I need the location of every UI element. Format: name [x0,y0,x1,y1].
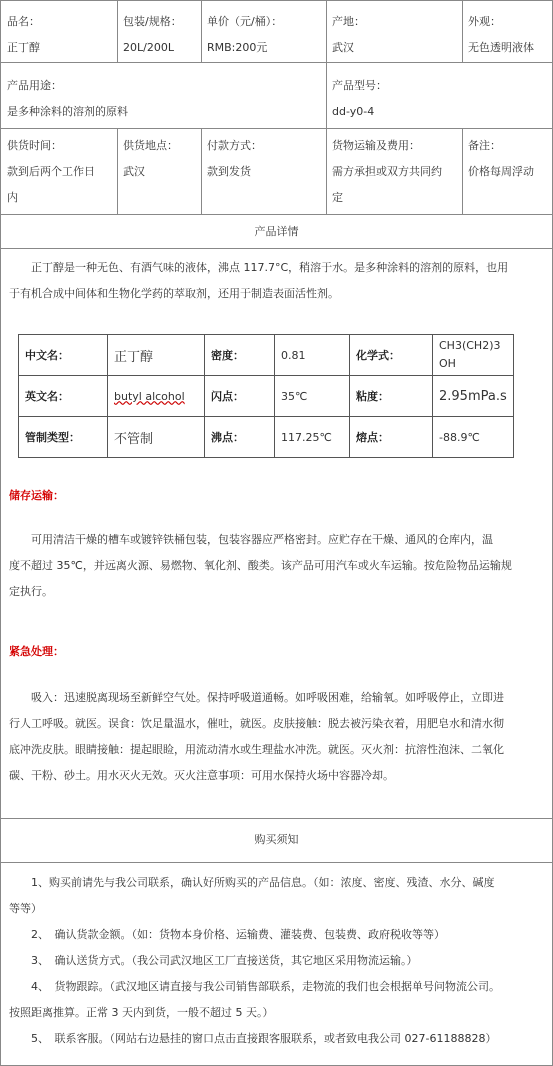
info-label: 货物运输及费用： [332,139,420,152]
text-line: 可用清洁干燥的槽车或镀锌铁桶包装，包装容器应严格密封。应贮存在干燥、通风的仓库内，温 [9,533,493,546]
storage-text [9,527,545,605]
divider [1,214,552,215]
info-label: 备注： [468,139,501,152]
info-cell-price [201,9,326,61]
info-label: 产品型号： [332,79,387,92]
divider [1,862,552,863]
info-value: 款到发货 [207,165,251,178]
spec-key: 中文名： [19,335,108,376]
intro-text [9,255,545,307]
info-value: 20L/200L [123,41,174,54]
spec-value-text: butyl alcohol [114,389,185,403]
list-item: 2、 确认货款金额。（如：货物本身价格、运输费、灌装费、包装费、政府税收等等） [9,928,445,941]
info-cell-name [1,9,117,61]
info-cell-package [117,9,201,61]
table-row [19,335,514,376]
spec-value: 0.81 [275,335,350,376]
spec-key: 管制类型： [19,417,108,458]
info-label: 供货地点： [123,139,178,152]
info-label: 付款方式： [207,139,262,152]
info-cell-shipping [326,133,462,211]
list-item: 等等） [9,902,42,915]
info-value: 是多种涂料的溶剂的原料 [7,105,128,118]
spec-value: CH3(CH2)3 OH [433,335,514,376]
section-title-details: 产品详情 [254,225,299,238]
divider [1,248,552,249]
divider [1,128,552,129]
info-value: dd-y0-4 [332,105,375,118]
info-cell-origin [326,9,462,61]
spec-value: 正丁醇 [108,335,205,376]
spec-key: 密度： [205,335,275,376]
spec-value: 不管制 [108,417,205,458]
text-line: 于有机合成中间体和生物化学药的萃取剂，还用于制造表面活性剂。 [9,287,339,300]
spec-key: 沸点： [205,417,275,458]
text-line: 定执行。 [9,585,53,598]
spec-value: -88.9℃ [433,417,514,458]
table-row [19,417,514,458]
spec-value: 117.25℃ [275,417,350,458]
divider [1,62,552,63]
table-row [19,376,514,417]
info-label: 产品用途： [7,79,62,92]
spec-key: 粘度： [350,376,433,417]
list-item: 1、购买前请先与我公司联系，确认好所购买的产品信息。（如：浓度、密度、残渣、水分、碱度 [9,876,495,889]
info-value: 武汉 [123,165,145,178]
info-label: 产地： [332,15,365,28]
text-line: 度不超过 35℃，并远离火源、易燃物、氧化剂、酸类。该产品可用汽车或火车运输。按危险物品运输规 [9,559,512,572]
divider [1,818,552,819]
text-line: 行人工呼吸。就医。误食：饮足量温水，催吐，就医。皮肤接触：脱去被污染衣着，用肥皂水和清水彻 [9,717,504,730]
section-title-buy: 购买须知 [254,833,299,846]
spec-table [18,334,514,458]
info-label: 外观： [468,15,501,28]
info-cell-remark [462,133,552,185]
spec-key: 闪点： [205,376,275,417]
text-line: 碳、干粉、砂土。用水灭火无效。灭火注意事项：可用水保持火场中容器冷却。 [9,769,394,782]
info-value: RMB:200元 [207,41,268,54]
buy-notes [9,870,547,1052]
info-value: 需方承担或双方共同约 [332,165,442,178]
text-line: 正丁醇是一种无色、有酒气味的液体，沸点 117.7°C，稍溶于水。是多种涂料的溶剂的原料，也用 [9,261,509,274]
info-cell-appearance [462,9,552,61]
spec-key: 英文名： [19,376,108,417]
info-cell-model [326,73,552,125]
info-value: 定 [332,191,343,204]
spec-value: 2.95mPa.s [433,376,514,417]
list-item: 4、 货物跟踪。（武汉地区请直接与我公司销售部联系，走物流的我们也会根据单号问物流公司。 [9,980,500,993]
text-line: 底冲洗皮肤。眼睛接触：提起眼睑，用流动清水或生理盐水冲洗。就医。灭火剂：抗溶性泡沫、二氧化 [9,743,504,756]
storage-heading: 储存运输： [9,489,64,502]
emergency-heading: 紧急处理： [9,645,64,658]
spec-value: 35℃ [275,376,350,417]
info-label: 包装/规格： [123,15,182,28]
info-cell-payment [201,133,326,185]
info-cell-usage [1,73,326,125]
spec-key: 熔点： [350,417,433,458]
info-value: 无色透明液体 [468,41,534,54]
info-value: 武汉 [332,41,354,54]
info-value: 正丁醇 [7,41,40,54]
emergency-text [9,685,545,789]
list-item: 按照距离推算。正常 3 天内到货，一般不超过 5 天。） [9,1006,274,1019]
list-item: 3、 确认送货方式。（我公司武汉地区工厂直接送货，其它地区采用物流运输。） [9,954,418,967]
info-value: 内 [7,191,18,204]
spec-value [108,376,205,417]
info-cell-supply-place [117,133,201,185]
info-label: 单价（元/桶）： [207,15,283,28]
spec-key: 化学式： [350,335,433,376]
info-value: 款到后两个工作日 [7,165,95,178]
info-cell-supply-time [1,133,117,211]
info-value: 价格每周浮动 [468,165,534,178]
text-line: 吸入：迅速脱离现场至新鲜空气处。保持呼吸道通畅。如呼吸困难，给输氧。如呼吸停止，立即进 [9,691,504,704]
list-item: 5、 联系客服。（网站右边悬挂的窗口点击直接跟客服联系，或者致电我公司 027-61188828） [9,1032,497,1045]
info-label: 供货时间： [7,139,62,152]
info-label: 品名： [7,15,40,28]
